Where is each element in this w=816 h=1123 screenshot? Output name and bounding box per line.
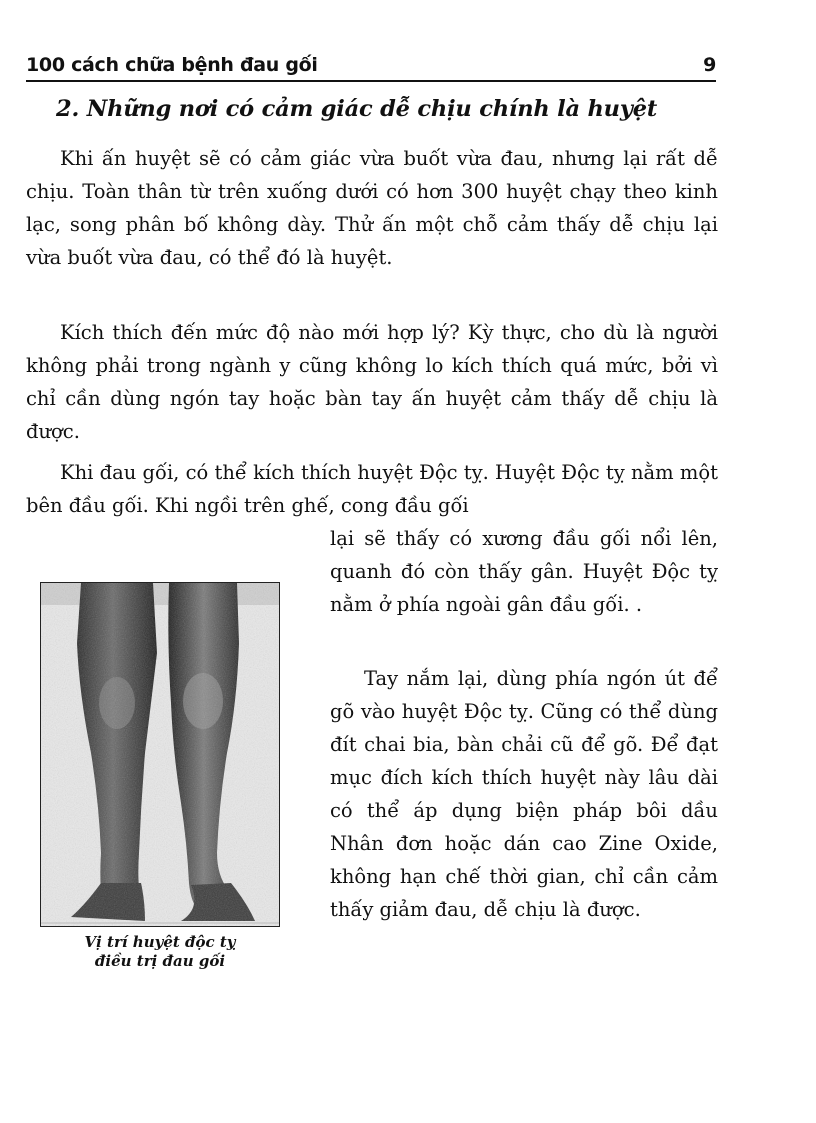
paragraph-2: Kích thích đến mức độ nào mới hợp lý? Kỳ thực, cho dù là người không phải trong ngành y cũng không lo kích thích quá mức, bởi vì chỉ cần dùng ngón tay hoặc bàn tay ấn huyệt cảm thấy dễ chịu là được. xyxy=(26,321,718,443)
paragraph-3-continued: lại sẽ thấy có xương đầu gối nổi lên, quanh đó còn thấy gân. Huyệt Độc tỵ nằm ở phía ngoài gân đầu gối. . xyxy=(330,527,718,616)
running-header xyxy=(26,54,716,82)
caption-line-2: điều trị đau gối xyxy=(94,952,226,970)
knee-figure xyxy=(40,582,280,971)
legs-photo-illustration xyxy=(41,583,279,926)
figure-photo-frame xyxy=(40,582,280,927)
paragraph-1: Khi ấn huyệt sẽ có cảm giác vừa buốt vừa đau, nhưng lại rất dễ chịu. Toàn thân từ trên xuống dưới có hơn 300 huyệt chạy theo kinh lạc, song phân bố không dày. Thử ấn một chỗ cảm thấy dễ chịu lại vừa buốt vừa đau, có thể đó là huyệt. xyxy=(26,147,718,269)
page-number: 9 xyxy=(703,54,716,76)
figure-caption xyxy=(40,933,280,971)
book-title: 100 cách chữa bệnh đau gối xyxy=(26,54,318,76)
caption-line-1: Vị trí huyệt độc tỵ xyxy=(84,933,236,951)
section-heading: 2. Những nơi có cảm giác dễ chịu chính là huyệt xyxy=(56,96,658,122)
paragraph-3: Khi đau gối, có thể kích thích huyệt Độc tỵ. Huyệt Độc tỵ nằm một bên đầu gối. Khi ngồi trên ghế, cong đầu gối xyxy=(26,461,718,517)
paragraph-4: Tay nắm lại, dùng phía ngón út để gõ vào huyệt Độc tỵ. Cũng có thể dùng đít chai bia, bàn chải cũ để gõ. Để đạt mục đích kích thích huyệt này lâu dài có thể áp dụng biện pháp bôi dầu Nhân đơn hoặc dán cao Zine Oxide, không hạn chế thời gian, chỉ cần cảm thấy giảm đau, dễ chịu là được. xyxy=(330,667,718,921)
